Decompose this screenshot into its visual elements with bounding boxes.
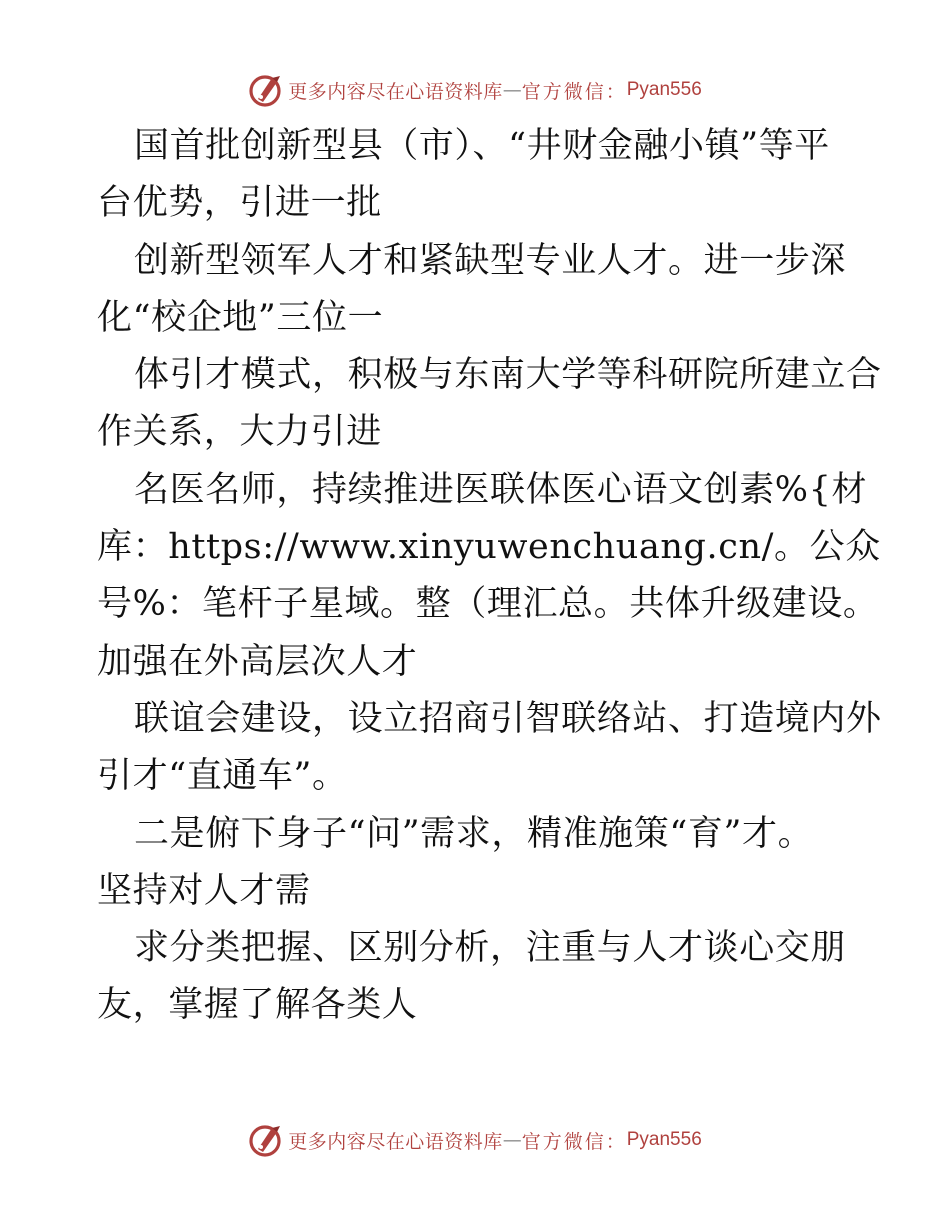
banner-dash: — [502,1129,522,1151]
banner-promo-text: 更多内容尽在心语资料库 [288,80,503,103]
text-line: 化“校企地”三位一 [97,297,384,338]
text-line: 联谊会建设，设立招商引智联络站、打造境内外 [134,698,882,739]
document-body [97,118,882,1035]
text-line: 台优势，引进一批 [97,183,382,224]
text-line: 体引才模式，积极与东南大学等科研院所建立合 [134,355,882,396]
text-line: 二是俯下身子“问”需求，精准施策“育”才。 [134,813,814,854]
banner-promo-text: 更多内容尽在心语资料库 [288,1130,503,1153]
text-line: 库：https://www.xinyuwenchuang.cn/。公众 [97,527,881,568]
banner-wechat-handle: Pyan556 [626,1129,702,1150]
text-line: 创新型领军人才和紧缺型专业人才。进一步深 [134,240,847,281]
text-line: 引才“直通车”。 [97,756,348,797]
pen-logo-icon [248,1122,284,1158]
banner-wechat-label: 官方微信： [521,1130,627,1153]
banner-dash: — [502,79,522,101]
banner-wechat-label: 官方微信： [521,80,627,103]
text-line: 作关系，大力引进 [97,412,382,453]
pen-logo-icon [248,72,284,108]
text-line: 号%：笔杆子星域。整（理汇总。共体升级建设。 [97,584,879,625]
text-line: 友，掌握了解各类人 [97,985,418,1026]
footer-banner [0,1120,950,1160]
header-banner [0,70,950,110]
text-line: 求分类把握、区别分析，注重与人才谈心交朋 [134,928,847,969]
text-line: 坚持对人才需 [97,870,311,911]
text-line: 名医名师，持续推进医联体医心语文创素%{材 [134,469,868,510]
text-line: 加强在外高层次人才 [97,641,418,682]
banner-wechat-handle: Pyan556 [626,79,702,100]
text-line: 国首批创新型县（市）、“井财金融小镇”等平 [134,126,830,166]
